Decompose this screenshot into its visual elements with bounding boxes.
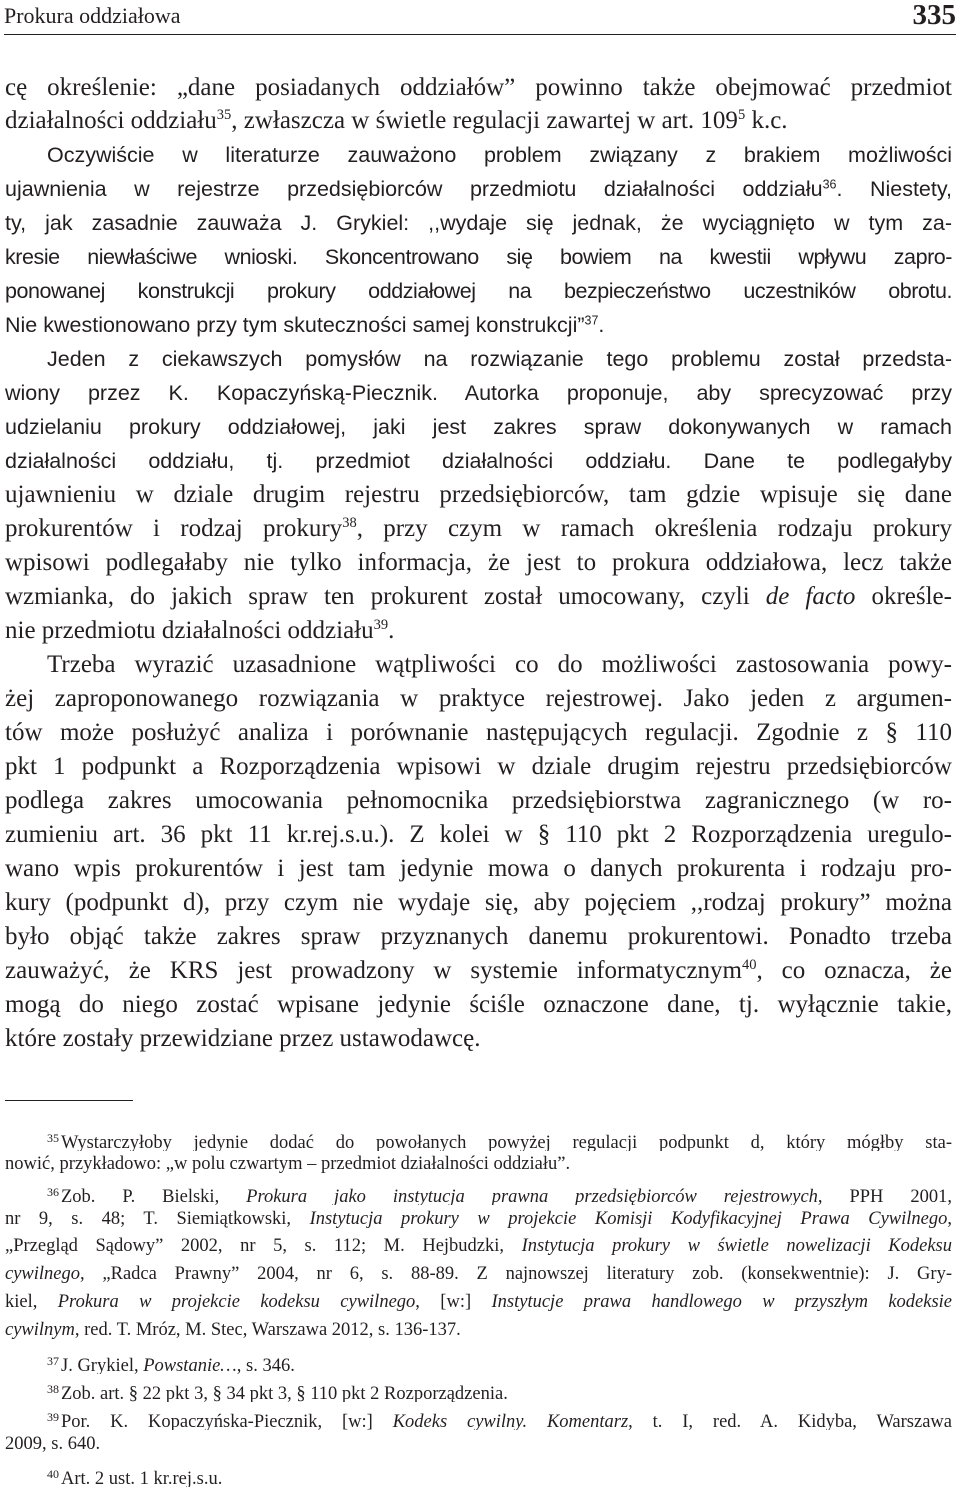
text-line: kury (podpunkt d), przy czym nie wydaje się, aby pojęciem ,,rodzaj prokury” można bbox=[5, 889, 952, 916]
text-line: zauważyć, że KRS jest prowadzony w systemie informatycznym$^{40}$, co oznacza, że bbox=[5, 957, 952, 984]
text-line: wano wpis prokurentów i jest tam jedynie mowa o danych prokurenta i rodzaju pro- bbox=[5, 855, 952, 882]
text-line: wpisowi podlegałaby nie tylko informacja, że jest to prokura oddziałowa, lecz także bbox=[5, 549, 952, 576]
text-line: Trzeba wyrazić uzasadnione wątpliwości co do możliwości zastosowania powy- bbox=[47, 651, 952, 678]
page-number: 335 bbox=[912, 0, 956, 31]
footnote-40: $^{40}$ Art. 2 ust. 1 kr.rej.s.u. bbox=[47, 1467, 223, 1487]
footnote-ref-39[interactable]: 39 bbox=[373, 617, 389, 634]
footnote-38: $^{38}$ Zob. art. § 22 pkt 3, § 34 pkt 3, § 110 pkt 2 Rozporządzenia. bbox=[47, 1382, 508, 1402]
text-line: kresie niewłaściwe wnioski. Skoncentrowano się bowiem na kwestii wpływu zapro- bbox=[5, 245, 952, 269]
footnote-36: $^{36}$ Zob. P. Bielski, Prokura jako instytucja prawna przedsiębiorców rejestrowych, PPH 2001, bbox=[47, 1185, 952, 1205]
text-line: działalności oddziału, tj. przedmiot działalności oddziału. Dane te podlegałyby bbox=[5, 449, 952, 473]
text-line: ujawnienia w rejestrze przedsiębiorców przedmiotu działalności oddziału$^{36}$. Niestety, bbox=[5, 177, 952, 201]
text-line: cę określenie: „dane posiadanych oddziałów” powinno także obejmować przedmiot bbox=[5, 74, 952, 101]
text-line: tów może posłużyć analiza i porównanie następujących regulacji. Zgodnie z § 110 bbox=[5, 719, 952, 746]
text-line: wzmianka, do jakich spraw ten prokurent został umocowany, czyli de facto określe- bbox=[5, 583, 952, 610]
text-line: ty, jak zasadnie zauważa J. Grykiel: ,,wydaje się jednak, że wyciągnięto w tym za- bbox=[5, 211, 952, 235]
footnote-35: $^{35}$ Wystarczyłoby jedynie dodać do powołanych powyżej regulacji podpunkt d, który mógłby sta- bbox=[47, 1131, 952, 1151]
text-line: które zostały przewidziane przez ustawodawcę. bbox=[5, 1025, 481, 1052]
footnote-line: kiel, Prokura w projekcie kodeksu cywilnego, [w:] Instytucje prawa handlowego w przyszłym kodeksie bbox=[5, 1292, 952, 1312]
text-line: pkt 1 podpunkt a Rozporządzenia wpisowi w dziale drugim rejestru przedsiębiorców bbox=[5, 753, 952, 780]
footnote-line: nr 9, s. 48; T. Siemiątkowski, Instytucja prokury w projekcie Komisji Kodyfikacyjnej Prawa Cywilnego, bbox=[5, 1209, 952, 1229]
footnote-line: cywilnym, red. T. Mróz, M. Stec, Warszawa 2012, s. 136-137. bbox=[5, 1320, 461, 1340]
text-line: Nie kwestionowano przy tym skuteczności samej konstrukcji”$^{37}$. bbox=[5, 313, 605, 337]
footnote-ref-35[interactable]: 35 bbox=[216, 107, 232, 124]
text-line: zumieniu art. 36 pkt 11 kr.rej.s.u.). Z kolei w § 110 pkt 2 Rozporządzenia uregulo- bbox=[5, 821, 952, 848]
text-line: wiony przez K. Kopaczyńską-Piecznik. Autorka proponuje, aby sprecyzować przy bbox=[5, 381, 952, 405]
footnote-ref-38[interactable]: 38 bbox=[342, 515, 357, 532]
footnote-line: 2009, s. 640. bbox=[5, 1434, 101, 1454]
chapter-title: Prokura oddziałowa bbox=[4, 3, 181, 28]
text-line: prokurentów i rodzaj prokury$^{38}$, przy czym w ramach określenia rodzaju prokury bbox=[5, 515, 952, 542]
footnote-ref-40[interactable]: 40 bbox=[742, 957, 757, 974]
footnote-line: nowić, przykładowo: „w polu czwartym – przedmiot działalności oddziału”. bbox=[5, 1154, 571, 1174]
text-line: ponowanej konstrukcji prokury oddziałowej na bezpieczeństwo uczestników obrotu. bbox=[5, 279, 952, 303]
text-line: Jeden z ciekawszych pomysłów na rozwiązanie tego problemu został przedsta- bbox=[47, 347, 952, 371]
footnote-ref-36[interactable]: 36 bbox=[822, 177, 837, 192]
text-line: działalności oddziału$^{35}$, zwłaszcza w świetle regulacji zawartej w art. $109^5$ k.c. bbox=[5, 107, 788, 134]
footnote-line: cywilnego, „Radca Prawny” 2004, nr 6, s. 88-89. Z najnowszej literatury zob. (konsekwentnie): J. Gry- bbox=[5, 1264, 952, 1284]
text-line: mogą do niego zostać wpisane jedynie ściśle oznaczone dane, tj. wyłącznie takie, bbox=[5, 991, 952, 1018]
text-line: udzielaniu prokury oddziałowej, jaki jest zakres spraw dokonywanych w ramach bbox=[5, 415, 952, 439]
text-line: Oczywiście w literaturze zauważono problem związany z brakiem możliwości bbox=[47, 143, 952, 167]
text-line: ujawnieniu w dziale drugim rejestru przedsiębiorców, tam gdzie wpisuje się dane bbox=[5, 481, 952, 508]
running-header bbox=[4, 0, 956, 35]
footnote-line: „Przegląd Sądowy” 2002, nr 5, s. 112; M. Hejbudzki, Instytucja prokury w świetle nowelizacji Kodeksu bbox=[5, 1236, 952, 1256]
footnote-divider bbox=[5, 1100, 133, 1101]
text-line: podlega zakres umocowania pełnomocnika przedsiębiorstwa zagranicznego (w ro- bbox=[5, 787, 952, 814]
text-line: nie przedmiotu działalności oddziału$^{39}$. bbox=[5, 617, 395, 644]
text-line: żej zaproponowanego rozwiązania w praktyce rejestrowej. Jako jeden z argumen- bbox=[5, 685, 952, 712]
footnote-ref-37[interactable]: 37 bbox=[584, 313, 599, 328]
footnote-37: $^{37}$ J. Grykiel, Powstanie…, s. 346. bbox=[47, 1354, 295, 1374]
footnote-39: $^{39}$ Por. K. Kopaczyńska-Piecznik, [w:] Kodeks cywilny. Komentarz, t. I, red. A. Kidyba, Warszawa bbox=[47, 1410, 952, 1430]
text-line: było objąć także zakres spraw przyznanych danemu prokurentowi. Ponadto trzeba bbox=[5, 923, 952, 950]
